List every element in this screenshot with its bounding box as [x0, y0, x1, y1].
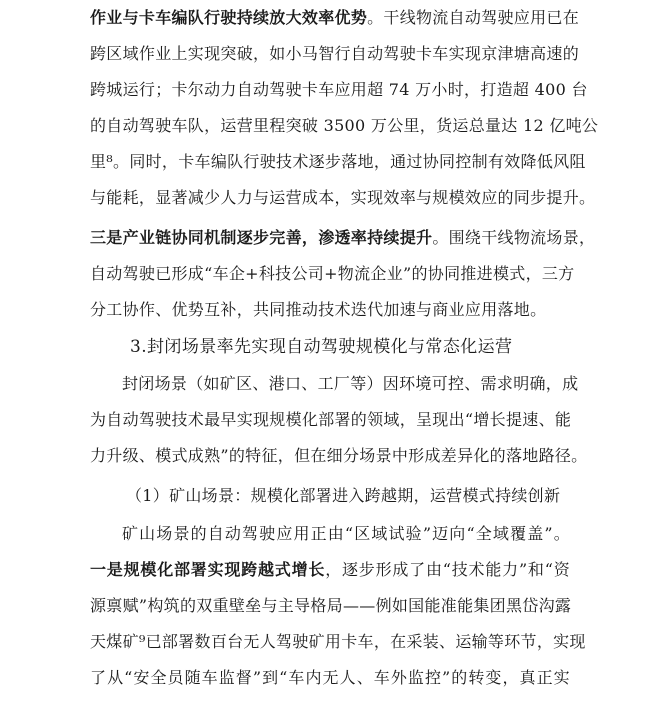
bold-lead: 作业与卡车编队行驶持续放大效率优势 — [90, 8, 368, 27]
paragraph-line: 跨区域作业上实现突破，如小马智行自动驾驶卡车实现京津塘高速的 — [90, 44, 580, 63]
paragraph-line: 力升级、模式成熟”的特征，但在细分场景中形成差异化的落地路径。 — [90, 446, 588, 465]
paragraph-line: 分工协作、优势互补，共同推动技术迭代加速与商业应用落地。 — [90, 300, 547, 319]
paragraph-line — [90, 560, 570, 580]
bold-lead: 一是规模化部署实现跨越式增长 — [90, 560, 326, 579]
paragraph-line: 的自动驾驶车队，运营里程突破 3500 万公里，货运总量达 12 亿吨公 — [90, 116, 599, 135]
paragraph-line: 里⁸。同时，卡车编队行驶技术逐步落地，通过协同控制有效降低风阻 — [90, 152, 586, 171]
paragraph-line — [90, 8, 580, 28]
bold-lead: 三是产业链协同机制逐步完善，渗透率持续提升 — [90, 228, 433, 247]
paragraph-line: 封闭场景（如矿区、港口、工厂等）因环境可控、需求明确，成 — [122, 374, 579, 393]
text-run: 。围绕干线物流场景， — [432, 228, 596, 247]
paragraph-line: 了从“安全员随车监督”到“车内无人、车外监控”的转变，真正实 — [90, 668, 570, 687]
paragraph-line: 天煤矿⁹已部署数百台无人驾驶矿用卡车，在采装、运输等环节，实现 — [90, 632, 586, 651]
subsection-heading: （1）矿山场景：规模化部署进入跨越期，运营模式持续创新 — [126, 486, 561, 505]
section-heading: 3.封闭场景率先实现自动驾驶规模化与常态化运营 — [130, 337, 513, 357]
paragraph-line — [90, 228, 596, 248]
paragraph-line: 源禀赋”构筑的双重壁垒与主导格局——例如国能准能集团黑岱沟露 — [90, 596, 572, 615]
paragraph-line: 矿山场景的自动驾驶应用正由“区域试验”迈向“全域覆盖”。 — [122, 524, 570, 543]
paragraph-line: 为自动驾驶技术最早实现规模化部署的领域，呈现出“增长提速、能 — [90, 410, 572, 429]
text-run: 。干线物流自动驾驶应用已在 — [367, 8, 580, 27]
text-run: ，逐步形成了由“技术能力”和“资 — [325, 560, 571, 579]
paragraph-line: 与能耗，显著减少人力与运营成本，实现效率与规模效应的同步提升。 — [90, 188, 596, 207]
paragraph-line: 自动驾驶已形成“车企+科技公司+物流企业”的协同推进模式，三方 — [90, 264, 575, 283]
paragraph-line: 跨城运行；卡尔动力自动驾驶卡车应用超 74 万小时，打造超 400 台 — [90, 80, 588, 99]
